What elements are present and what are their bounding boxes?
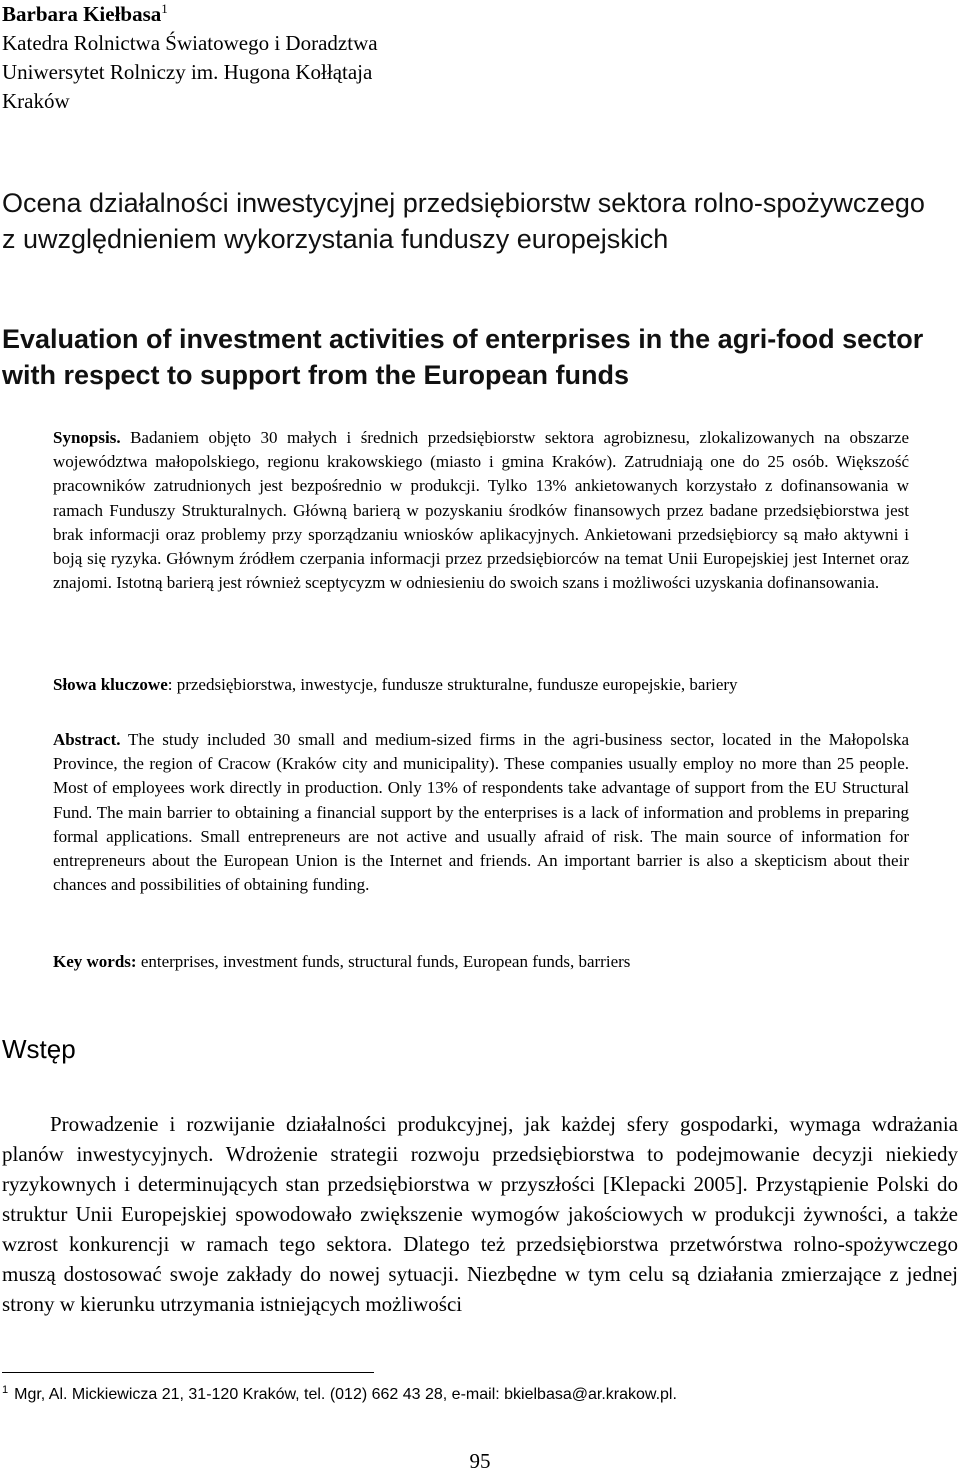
- title-polish: Ocena działalności inwestycyjnej przedsiębiorstw sektora rolno-spożywczego z uwzględnieniem wykorzystania funduszy europejskich: [2, 188, 925, 254]
- abstract-paragraph: [53, 728, 909, 897]
- footnote: [2, 1384, 902, 1406]
- section-heading-introduction: Wstęp: [2, 1034, 76, 1064]
- keywords-english-label: Key words:: [53, 952, 137, 971]
- footnote-divider: [2, 1372, 374, 1373]
- footnote-text: Mgr, Al. Mickiewicza 21, 31-120 Kraków, tel. (012) 662 43 28, e-mail: bkielbasa@ar.krakow.pl.: [14, 1386, 677, 1403]
- author-footnote-marker: 1: [161, 1, 168, 16]
- author-name-line: [2, 0, 702, 29]
- keywords-polish-label: Słowa kluczowe: [53, 675, 168, 694]
- keywords-polish-text: : przedsiębiorstwa, inwestycje, fundusze strukturalne, fundusze europejskie, bariery: [167, 675, 738, 694]
- keywords-english-text: enterprises, investment funds, structural funds, European funds, barriers: [136, 952, 631, 971]
- footnote-marker: 1: [2, 1384, 9, 1396]
- abstract-text: The study included 30 small and medium-sized firms in the agri-business sector, located in the Małopolska Province, the region of Cracow (Kraków city and municipality). These companies usually employ no more than 25 people. Most of employees work directly in production. Only 13% of respondents take advantage of support from the EU Structural Fund. The main barrier to obtaining a financial support by the enterprises is a lack of information and problems in preparing formal applications. Small entrepreneurs are not active and usually afraid of risk. The main source of information for entrepreneurs about the European Union is the Internet and friends. An important barrier is also a skepticism about their chances and possibilities of obtaining funding.: [53, 730, 909, 895]
- author-block: [2, 0, 702, 116]
- synopsis-paragraph: [53, 426, 909, 595]
- affiliation-university: Uniwersytet Rolniczy im. Hugona Kołłątaja: [2, 60, 373, 84]
- keywords-polish: [53, 673, 909, 697]
- keywords-english: [53, 950, 909, 974]
- introduction-paragraph: Prowadzenie i rozwijanie działalności produkcyjnej, jak każdej sfery gospodarki, wymaga wdrażania planów inwestycyjnych. Wdrożenie strategii rozwoju przedsiębiorstwa to podejmowanie decyzji niekiedy ryzykownych i determinujących stan przedsiębiorstwa w przyszłości [Klepacki 2005]. Przystąpienie Polski do struktur Unii Europejskiej spowodowało zwiększenie wymogów jakościowych w produkcji żywności, a także wzrost konkurencji w ramach tego sektora. Dlatego też przedsiębiorstwa przetwórstwa rolno-spożywczego muszą dostosować swoje zakłady do nowej sytuacji. Niezbędne w tym celu są działania zmierzające z jednej strony w kierunku utrzymania istniejących możliwości: [2, 1112, 958, 1316]
- synopsis-label: Synopsis.: [53, 428, 121, 447]
- title-english: Evaluation of investment activities of enterprises in the agri-food sector with respect to support from the European funds: [2, 324, 924, 390]
- affiliation-city: Kraków: [2, 89, 70, 113]
- author-name: Barbara Kiełbasa: [2, 2, 162, 26]
- abstract-label: Abstract.: [53, 730, 121, 749]
- affiliation-department: Katedra Rolnictwa Światowego i Doradztwa: [2, 31, 378, 55]
- synopsis-text: Badaniem objęto 30 małych i średnich przedsiębiorstw sektora agrobiznesu, zlokalizowanych na obszarze województwa małopolskiego, regionu krakowskiego (miasto i gmina Kraków). Zatrudniają one do 25 osób. Większość pracowników zatrudnionych jest bezpośrednio w produkcji. Tylko 13% ankietowanych korzystało z dofinansowania w ramach Funduszy Strukturalnych. Główną barierą w pozyskaniu środków finansowych przez badane przedsiębiorstwa jest brak informacji oraz problemy przy sporządzaniu wniosków aplikacyjnych. Ankietowani przedsiębiorcy są mało aktywni i boją się ryzyka. Głównym źródłem czerpania informacji przez przedsiębiorców na temat Unii Europejskiej jest Internet oraz znajomi. Istotną barierą jest również sceptycyzm w odniesieniu do swoich szans i możliwości uzyskania dofinansowania.: [53, 428, 910, 593]
- page-number: 95: [469, 1449, 491, 1473]
